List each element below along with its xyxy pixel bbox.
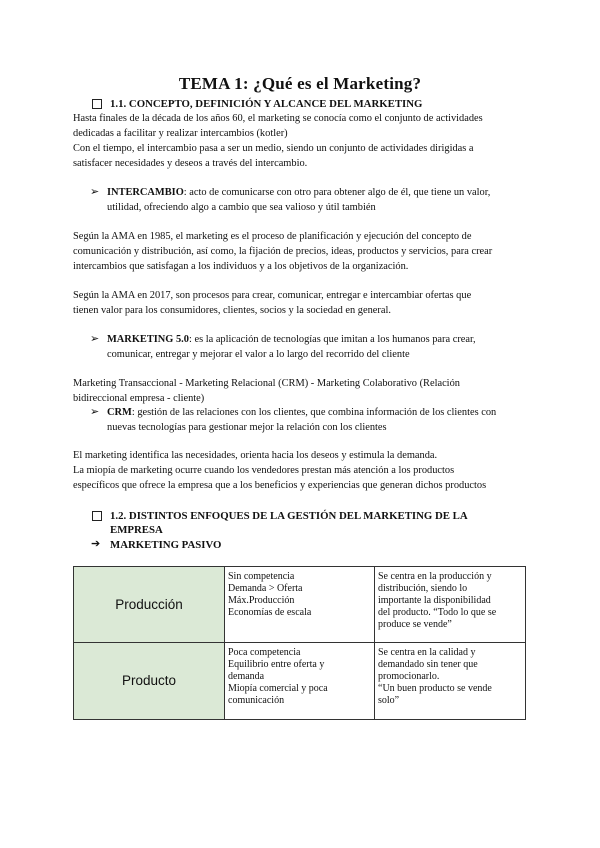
section-2-heading-cont: EMPRESA — [110, 524, 163, 536]
feature-line: Sin competencia — [228, 571, 295, 582]
right-arrow-icon: ➔ — [91, 538, 101, 550]
arrowhead-bullet-icon: ➢ — [90, 406, 100, 418]
paragraph-line: bidireccional empresa - cliente) — [73, 393, 205, 404]
description-line: promocionarlo. — [378, 671, 440, 682]
feature-line: Poca competencia — [228, 647, 301, 658]
paragraph-line: Hasta finales de la década de los años 60, el marketing se conocía como el conjunto de actividades — [73, 113, 483, 124]
bullet-intercambio — [107, 185, 490, 200]
section-1-heading: 1.1. CONCEPTO, DEFINICIÓN Y ALCANCE DEL MARKETING — [110, 98, 423, 110]
bullet-text: : es la aplicación de tecnologías que imitan a los humanos para crear, — [188, 334, 476, 345]
bullet-text: comunicar, entregar y mejorar el valor a lo largo del recorrido del cliente — [107, 349, 410, 360]
feature-line: Economías de escala — [228, 607, 312, 618]
feature-line: Máx.Producción — [228, 595, 295, 606]
feature-line: Demanda > Oferta — [228, 583, 303, 594]
description-line: Se centra en la calidad y — [378, 647, 476, 658]
bullet-text: : gestión de las relaciones con los clientes, que combina información de los clientes con — [131, 407, 497, 418]
description-line: del producto. “Todo lo que se — [378, 607, 497, 618]
paragraph-line: tienen valor para los consumidores, clientes, socios y la sociedad en general. — [73, 305, 391, 316]
bullet-crm — [107, 405, 496, 420]
page-title: TEMA 1: ¿Qué es el Marketing? — [178, 74, 422, 93]
bullet-text: utilidad, ofreciendo algo a cambio que sea valioso y útil también — [107, 202, 376, 213]
paragraph-line: Con el tiempo, el intercambio pasa a ser un medio, siendo un conjunto de actividades dirigidas a — [73, 143, 474, 154]
checkbox-icon[interactable] — [92, 99, 102, 109]
row-label: Producto — [74, 643, 225, 720]
paragraph-line: específicos que ofrece la empresa que a los beneficios y experiencias que generan dichos productos — [73, 480, 487, 491]
description-line: distribución, siendo lo — [378, 583, 468, 594]
paragraph-line: Marketing Transaccional - Marketing Relacional (CRM) - Marketing Colaborativo (Relación — [73, 378, 460, 389]
paragraph-line: intercambios que satisfagan a los individuos y a los objetivos de la organización. — [73, 261, 409, 272]
arrowhead-bullet-icon: ➢ — [90, 333, 100, 345]
description-line: solo” — [378, 695, 400, 706]
description-line: importante la disponibilidad — [378, 595, 491, 606]
description-cell — [375, 643, 526, 720]
description-cell — [375, 567, 526, 643]
approaches-table — [73, 566, 526, 720]
description-line: “Un buen producto se vende — [378, 683, 492, 694]
bullet-text: : acto de comunicarse con otro para obtener algo de él, que tiene un valor, — [183, 187, 491, 198]
feature-line: demanda — [228, 671, 265, 682]
description-line: demandado sin tener que — [378, 659, 478, 670]
paragraph-line: dedicadas a facilitar y realizar intercambios (kotler) — [73, 128, 288, 139]
bullet-marketing-5 — [107, 332, 476, 347]
term-marketing-5: MARKETING 5.0 — [107, 334, 189, 345]
paragraph-line: La miopía de marketing ocurre cuando los vendedores prestan más atención a los productos — [73, 465, 455, 476]
description-line: produce se vende” — [378, 619, 452, 630]
paragraph-line: Según la AMA en 1985, el marketing es el proceso de planificación y ejecución del concepto de — [73, 231, 472, 242]
bullet-text: nuevas tecnologías para gestionar mejor la relación con los clientes — [107, 422, 387, 433]
feature-line: Miopía comercial y poca — [228, 683, 328, 694]
features-cell — [225, 643, 375, 720]
paragraph-line: Según la AMA en 2017, son procesos para crear, comunicar, entregar e intercambiar ofertas que — [73, 290, 472, 301]
feature-line: comunicación — [228, 695, 285, 706]
paragraph-line: comunicación y distribución, así como, la fijación de precios, ideas, productos y servicios, para crear — [73, 246, 493, 257]
paragraph-line: satisfacer necesidades y deseos a través del intercambio. — [73, 158, 308, 169]
term-intercambio: INTERCAMBIO — [107, 187, 184, 198]
paragraph-line: El marketing identifica las necesidades, orienta hacia los deseos y estimula la demanda. — [73, 450, 438, 461]
table-row — [74, 567, 526, 643]
table-row — [74, 643, 526, 720]
subheading-marketing-pasivo: MARKETING PASIVO — [110, 539, 222, 551]
description-line: Se centra en la producción y — [378, 571, 492, 582]
arrowhead-bullet-icon: ➢ — [90, 186, 100, 198]
term-crm: CRM — [107, 407, 132, 418]
checkbox-icon[interactable] — [92, 511, 102, 521]
section-2-heading: 1.2. DISTINTOS ENFOQUES DE LA GESTIÓN DEL MARKETING DE LA — [110, 510, 468, 522]
feature-line: Equilibrio entre oferta y — [228, 659, 325, 670]
features-cell — [225, 567, 375, 643]
row-label: Producción — [74, 567, 225, 643]
